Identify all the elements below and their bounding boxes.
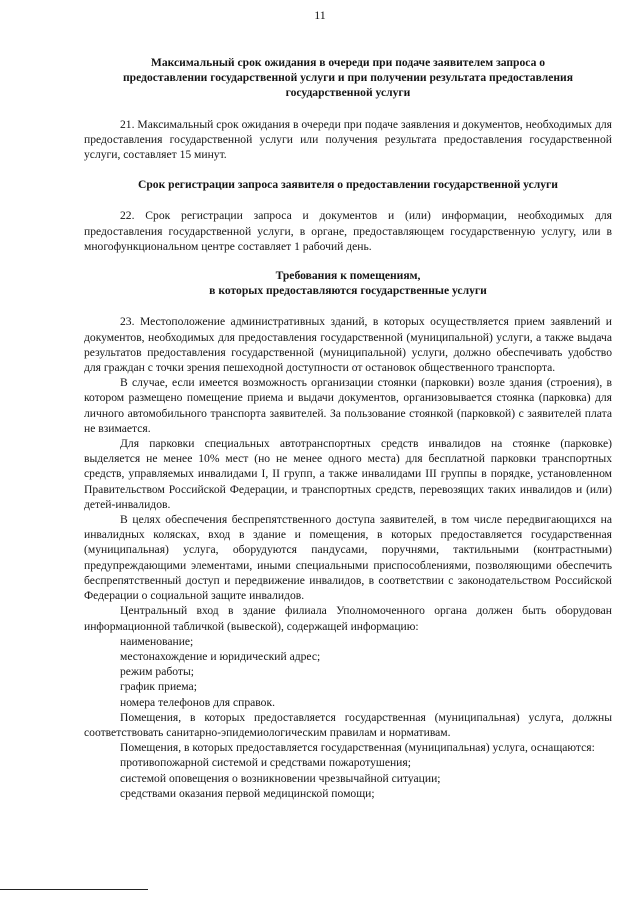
paragraph-21: 21. Максимальный срок ожидания в очереди при подаче заявления и документов, необходимых для предоставления государственной услуги или получения результата предоставления государственной услуги, составляет 15 минут.: [84, 117, 612, 162]
paragraph-sanitary: Помещения, в которых предоставляется государственная (муниципальная) услуга, должны соответствовать санитарно-эпидемиологическим правилам и нормативам.: [84, 710, 612, 739]
section-heading-registration: Срок регистрации запроса заявителя о предоставлении государственной услуги: [137, 178, 558, 192]
heading-line: в которых предоставляются государственные услуги: [209, 284, 487, 298]
paragraph-equipment: Помещения, в которых предоставляется государственная (муниципальная) услуга, оснащаются:: [120, 741, 595, 755]
section-heading-premises: [84, 268, 612, 298]
heading-line: предоставлении государственной услуги и при получении результата предоставления: [123, 71, 573, 85]
paragraph-disabled-parking: Для парковки специальных автотранспортных средств инвалидов на стоянке (парковке) выделяется не менее 10% мест (но не менее одного места) для бесплатной парковки транспортных средств, управляемых инвалидами I, II групп, а также инвалидами III группы в порядке, установленном Правительством Российской Федерации, и транспортных средств, перевозящих таких инвалидов и (или) детей-инвалидов.: [84, 437, 612, 511]
list-item: режим работы;: [120, 665, 194, 679]
document-body: [84, 55, 612, 801]
heading-line: Максимальный срок ожидания в очереди при подаче заявителем запроса о: [150, 56, 546, 69]
list-item: номера телефонов для справок.: [120, 695, 276, 709]
list-item: наименование;: [120, 634, 194, 648]
list-item: системой оповещения о возникновении чрезвычайной ситуации;: [120, 771, 441, 785]
heading-line: государственной услуги: [285, 86, 411, 100]
list-item: график приема;: [120, 680, 197, 694]
paragraph-accessibility: В целях обеспечения беспрепятственного доступа заявителей, в том числе передвигающихся на инвалидных колясках, вход в здание и помещения, в которых предоставляется государственная (муниципальная) услуга, оборудуются пандусами, поручнями, тактильными (контрастными) предупреждающими элементами, иными специальными приспособлениями, позволяющими обеспечить беспрепятственный доступ и передвижение инвалидов, в соответствии с законодательством Российской Федерации о социальной защите инвалидов.: [84, 513, 612, 603]
paragraph-entrance-sign: Центральный вход в здание филиала Уполномоченного органа должен быть оборудован информационной табличкой (вывеской), содержащей информацию:: [84, 604, 612, 633]
list-item: противопожарной системой и средствами пожаротушения;: [120, 756, 411, 770]
list-item: средствами оказания первой медицинской помощи;: [120, 786, 375, 800]
paragraph-23: 23. Местоположение административных зданий, в которых осуществляется прием заявлений и документов, необходимых для предоставления государственной (муниципальной) услуги, а также выдача результатов предоставления государственной (муниципальной) услуги, должно обеспечивать удобство для граждан с точки зрения пешеходной доступности от остановок общественного транспорта.: [84, 315, 612, 375]
page-number: 11: [314, 8, 326, 22]
heading-line: Требования к помещениям,: [275, 269, 421, 283]
footnote-separator-line: [0, 889, 148, 890]
section-heading-waiting-time: [84, 55, 612, 101]
paragraph-parking: В случае, если имеется возможность организации стоянки (парковки) возле здания (строения), в котором размещено помещение приема и выдачи документов, организовывается стоянка (парковка) для личного автомобильного транспорта заявителей. За пользование стоянкой (парковкой) с заявителей плата не взимается.: [84, 376, 612, 435]
list-item: местонахождение и юридический адрес;: [120, 649, 321, 663]
paragraph-22: 22. Срок регистрации запроса и документов и (или) информации, необходимых для предоставления государственной услуги, в органе, предоставляющем государственную услугу, или в многофункциональном центре составляет 1 рабочий день.: [84, 209, 612, 253]
